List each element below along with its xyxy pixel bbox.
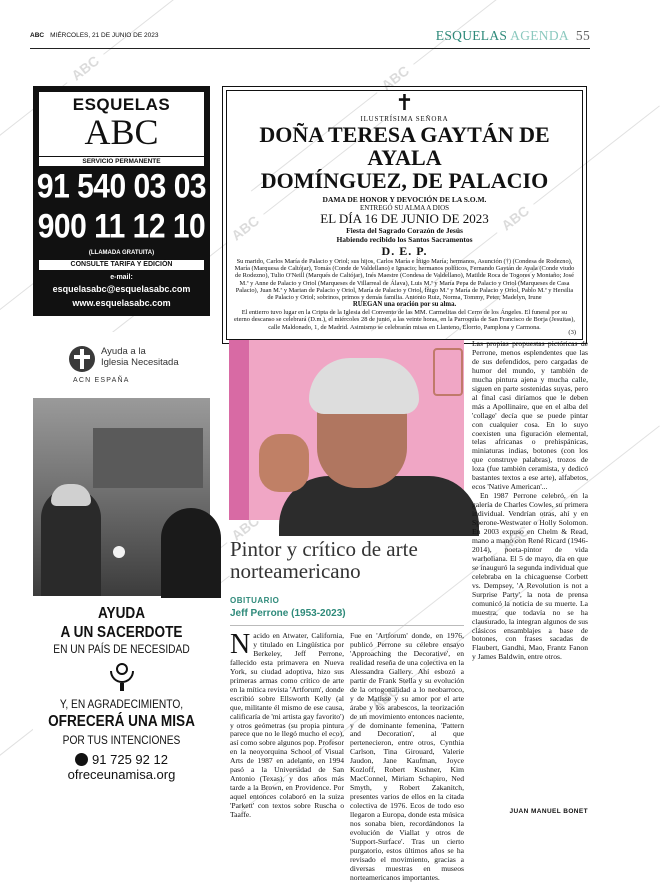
- notice-ref: (3): [568, 329, 576, 336]
- watermark: ABC: [498, 522, 533, 554]
- article-kicker: OBITUARIO: [230, 596, 280, 605]
- acn-photo: [33, 398, 210, 596]
- dropcap: N: [230, 629, 251, 660]
- acn-ad[interactable]: [33, 332, 210, 814]
- obituary-title: ILUSTRÍSIMA SEÑORA: [360, 115, 449, 123]
- article-column-3: [472, 340, 588, 806]
- watermark: ABC: [498, 202, 533, 234]
- acn-website[interactable]: ofreceunamisa.org: [67, 767, 176, 782]
- esquelas-logo-box: [39, 92, 204, 156]
- watermark: ABC: [68, 52, 103, 84]
- acn-message: [33, 600, 210, 783]
- header-section: [436, 28, 590, 44]
- obituary-inner: [226, 90, 583, 340]
- acn-line6: POR TUS INTENCIONES: [62, 733, 181, 747]
- photo-hair: [309, 358, 419, 414]
- article-column-1: [230, 629, 344, 820]
- photo-headscarf: [51, 484, 91, 506]
- watermark: ABC: [368, 682, 403, 714]
- acn-phone-number: 91 725 92 12: [92, 752, 168, 767]
- article-paragraph: [350, 632, 464, 883]
- sacraments-line: Habiendo recibido los Santos Sacramentos: [336, 235, 473, 244]
- deceased-name: DOÑA TERESA GAYTÁN DE AYALA: [259, 122, 550, 170]
- header-rule: [30, 48, 590, 49]
- header-brand: ABC: [30, 32, 45, 39]
- article-paragraph: [472, 492, 588, 662]
- acn-logo: [33, 332, 210, 396]
- article-subject: Jeff Perrone (1953-2023): [230, 608, 346, 619]
- article-paragraph: [472, 340, 588, 492]
- article-photo: [229, 340, 464, 520]
- abc-logo: ABC: [84, 112, 159, 152]
- death-notice: ENTREGÓ SU ALMA A DIOS: [359, 204, 450, 212]
- paragraph-2-text: Fue en 'Artforum' donde, en 1976, publicó Perrone su célebre ensayo 'Approaching the Decorative', en realidad reseña de una colectiva en la Alessandra Gallery. Ahí esbozó a partir de Frank Stella y su evolución de la ortogonalidad a lo neobarroco, y de Matisse y su amor por el arte árabe y los arabescos, la teorización de un movimiento entonces naciente, y de dominante femenina, 'Pattern and Decoration', al que pertenecieron, entre otros, Cynthia Carlson, Tina Girouard, Valerie Jaudon, Jane Kaufman, Joyce Kozloff, Robert Kushner, Kim MacConnel, Miriam Schapiro, Ned Smyth, y Robert Zakanitch, presentes varios de ellos en la citada colectiva de 1976. Ecos de todo eso llegaron a Europa, donde esta música nos sonaba bien, recordándonos la evolución de Viallat y otros de 'Support-Surface'. Tras un cierto purgatorio, estos últimos años se ha revisado el movimiento, gracias a diversas muestras en museos norteamericanos importantes.: [350, 631, 464, 882]
- article-paragraph: [230, 629, 344, 820]
- acn-org-name: [101, 346, 179, 368]
- header-date: MIÉRCOLES, 21 DE JUNIO DE 2023: [50, 32, 159, 39]
- watermark: ABC: [378, 62, 413, 94]
- paragraph-1-text: acido en Atwater, California, y titulado en Lingüística por Berkeley, Jeff Perrone, fallecido esta primavera en Nueva York, su ciudad adoptiva, hizo sus primeras armas como crítico de arte en la mítica revista 'Artforum', donde escribió sobre Ellsworth Kelly (al que, militante él mismo de ese causa, calificaría de 'mi artista gay favorito') y otros geómetras (su propia pintura parece que no le llegó mucho el eco), así como sobre algunos pop. Profesor en la neoyorquina School of Visual Arts de 1987 en adelante, en 1994 pasó a la Universidad de San Antonio (Texas), y dos años más tarde a la Brown, en Providence. Por aquel entonces colaboró en la suiza 'Parkett' con textos sobre Ruscha o Taaffe.: [230, 631, 344, 820]
- death-date: EL DÍA 16 DE JUNIO DE 2023: [320, 211, 489, 226]
- chalice-icon: [107, 663, 137, 693]
- page-number: 55: [575, 28, 590, 43]
- esquelas-title: ESQUELAS: [72, 95, 171, 114]
- honor-title: DAMA DE HONOR Y DEVOCIÓN DE LA S.O.M.: [322, 195, 487, 204]
- acn-line1: AYUDA: [97, 605, 146, 622]
- deceased-name-cont: DOMÍNGUEZ, DE PALACIO: [260, 168, 549, 193]
- consult-label: CONSULTE TARIFA Y EDICIÓN: [39, 260, 204, 270]
- acn-line2: A UN SACERDOTE: [60, 624, 183, 641]
- photo-glass: [433, 348, 463, 396]
- dep-label: D. E. P.: [381, 244, 428, 258]
- cross-icon: ✝: [395, 91, 414, 116]
- photo-hand: [259, 434, 309, 492]
- website-link[interactable]: www.esquelasabc.com: [72, 298, 171, 308]
- watermark: ABC: [228, 212, 263, 244]
- phone-icon: [75, 753, 88, 766]
- acn-phone[interactable]: [33, 752, 210, 767]
- article-column-2: [350, 631, 464, 882]
- acn-org-line1: Ayuda a la: [101, 346, 146, 357]
- email-link[interactable]: esquelasabc@esquelasabc.com: [52, 284, 191, 294]
- cross-logo-icon: [69, 346, 95, 372]
- esquelas-ad[interactable]: [33, 86, 210, 316]
- acn-line5: OFRECERÁ UNA MISA: [48, 713, 195, 730]
- section-name: ESQUELAS: [435, 28, 508, 43]
- service-label: SERVICIO PERMANENTE: [39, 156, 204, 166]
- watermark: ABC: [228, 512, 263, 544]
- photo-background: [93, 428, 203, 488]
- prayer-request: RUEGAN una oración por su alma.: [352, 301, 457, 309]
- free-phone-number[interactable]: 900 11 12 10: [37, 207, 206, 246]
- photo-frame: [229, 340, 249, 520]
- acn-org-line2: Iglesia Necesitada: [101, 357, 179, 368]
- phone-number[interactable]: 91 540 03 03: [36, 167, 207, 206]
- subject-rule: [230, 625, 464, 626]
- article-title: Pintor y crítico de arte norteamericano: [230, 537, 418, 583]
- header-left: [30, 32, 158, 39]
- paragraph-4-text: En 1987 Perrone celebró, en la galería de Charles Cowles, su primera individual. Vendrían otras, ahí y en Sperone-Westwater o Holly Solomon. En 2003 expuso en Chelm & Read, mano a mano con René Ricard (1946-2014), poeta-pintor de vida warholiana. El 5 de mayo, día en que se inauguró la segunda individual que celebraba en la chicaguense Corbett vs. Dempsey, 'A Revolution is not a Surprise Party', la nota de prensa comunicó la noticia de su muerte. La muestra, que todavía no se ha clausurado, la integran algunos de sus clásicos ensamblajes a base de botones, con frases sacadas de Flaubert, Gandhi, Mao, Frantz Fanon y James Baldwin, entre otros.: [472, 491, 588, 662]
- family-list: Su marido, Carlos María de Palacio y Oriol; sus hijos, Carlos María e Íñigo María; hermanos, Asunción (†) (Condesa de Rodezno), María (Marquesa de Caltójar), Tomás (Conde de Valdellano) e Ignacio; hermanos políticos, Fernando Gaytán de Ayala (Conde viudo de Rodezno), Tulio O'Neill (Marqués de Caltójar), Inés Maestre (Condesa de Valdellano), Matilde Roca de Togores y Montaño; José M.ª y Anne de Palacio y Oriol (Marqueses de Villarreal de Álava), Luis M.ª y María Pepa de Palacio y Oriol (Marqueses de Casa Palacio), Juan M.ª y Marian de Palacio y Oriol, María de Palacio y Oriol, Íñigo M.ª y María de Palacio y Oriol, Pablo M.ª y Hersilia de Palacio y Oriol; sobrinos, primos y demás familia. Antonio Ruiz, Norma, Tommy, Peter, Madelyn, Irune: [234, 258, 575, 302]
- feast-line: Fiesta del Sagrado Corazón de Jesús: [346, 226, 463, 235]
- page-header: [30, 28, 590, 48]
- free-call-label: (LLAMADA GRATUITA): [88, 250, 155, 256]
- burial-info: El entierro tuvo lugar en la Cripta de la Iglesia del Convento de las MM. Carmelitas del Cerro de los Ángeles. El funeral por su eterno descanso se celebrará (D.m.), el miércoles 28 de junio, a las veinte horas, en la Parroquia de San Francisco de Borja (Jesuitas), calle Maldonado, 1, de Madrid. Asimismo se celebrarán misas en Llanteno, Elorrio, Pamplona y Carmona.: [233, 309, 576, 331]
- paragraph-3-text: Las propias propuestas pictóricas de Perrone, menos esplendentes que las de sus defendidos, pero cargadas de humor del mundo, y también de mucha pintura ajena y mucha calle, siguen en parte sostenidas suyas, pero al final casi diríamos que le deben más a Apollinaire, que en el alba del 'collage' decía que se puede pintar con cualquier cosa. En lo suyo coexisten una figuración elemental, telas africanas o prehispánicas, miniaturas indias, botones (con los que construye palabras), trozos de loza (fue también ceramista, y dedicó bastantes textos a ese arte), alfabetos, ecos 'Native American'...: [472, 339, 588, 492]
- subsection-name: AGENDA: [510, 28, 569, 43]
- email-label: e-mail:: [110, 274, 133, 281]
- article-byline: JUAN MANUEL BONET: [509, 808, 588, 815]
- acn-line3: EN UN PAÍS DE NECESIDAD: [53, 642, 190, 656]
- photo-priest: [161, 508, 221, 598]
- obituary-notice: [222, 86, 587, 344]
- photo-host: [113, 546, 125, 558]
- acn-line4: Y, EN AGRADECIMIENTO,: [59, 697, 184, 711]
- acn-org-short: ACN ESPAÑA: [73, 377, 130, 384]
